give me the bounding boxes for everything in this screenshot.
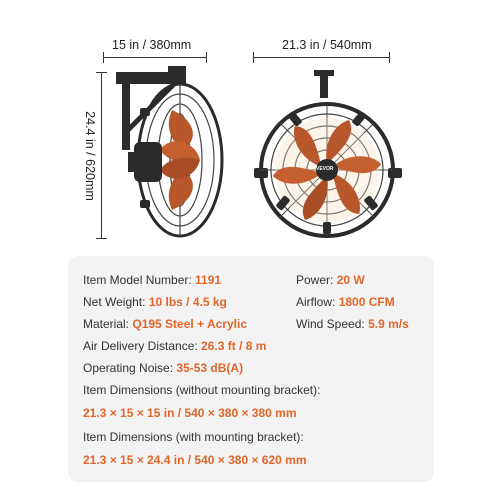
wind-speed-label: Wind Speed: <box>296 317 365 331</box>
air-delivery-distance-label: Air Delivery Distance: <box>83 339 198 353</box>
power-label: Power: <box>296 273 334 287</box>
side-view-fan <box>116 66 222 236</box>
height-label: 24.4 in / 620mm <box>83 111 97 201</box>
model-number-row <box>83 273 221 287</box>
power-value: 20 W <box>336 273 365 287</box>
dims-with-bracket-label: Item Dimensions (with mounting bracket): <box>83 430 304 444</box>
front-width-label: 21.3 in / 540mm <box>282 38 372 52</box>
model-number-label: Item Model Number: <box>83 273 192 287</box>
model-number-value: 1191 <box>195 273 222 287</box>
operating-noise-value: 35-53 dB(A) <box>176 361 244 375</box>
operating-noise-label: Operating Noise: <box>83 361 174 375</box>
airflow-value: 1800 CFM <box>338 295 395 309</box>
material-value: Q195 Steel + Acrylic <box>132 317 247 331</box>
dims-without-bracket-value: 21.3 × 15 × 15 in / 540 × 380 × 380 mm <box>83 406 297 420</box>
wind-speed-value: 5.9 m/s <box>368 317 409 331</box>
net-weight-row <box>83 295 227 309</box>
brand-badge: VEVOR <box>316 166 334 172</box>
airflow-row <box>296 295 395 309</box>
material-row <box>83 317 247 331</box>
net-weight-label: Net Weight: <box>83 295 146 309</box>
airflow-label: Airflow: <box>296 295 336 309</box>
power-row <box>296 273 365 287</box>
dims-with-bracket-value: 21.3 × 15 × 24.4 in / 540 × 380 × 620 mm <box>83 453 307 467</box>
spec-card <box>68 256 434 482</box>
material-label: Material: <box>83 317 130 331</box>
air-delivery-distance-value: 26.3 ft / 8 m <box>201 339 267 353</box>
net-weight-value: 10 lbs / 4.5 kg <box>148 295 227 309</box>
dims-without-bracket-label: Item Dimensions (without mounting bracket): <box>83 383 321 397</box>
air-delivery-distance-row <box>83 339 266 353</box>
side-width-label: 15 in / 380mm <box>112 38 192 52</box>
operating-noise-row <box>83 361 243 375</box>
wind-speed-row <box>296 317 409 331</box>
front-view-fan <box>254 70 402 236</box>
